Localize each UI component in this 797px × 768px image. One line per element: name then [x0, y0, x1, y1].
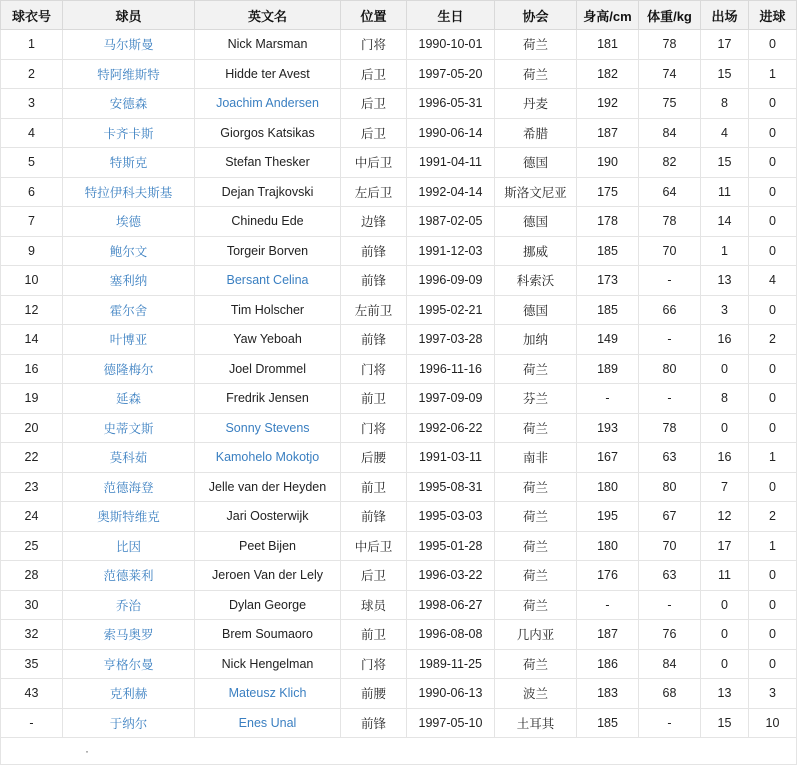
table-row [1, 236, 797, 266]
cell-appearances: 8 [701, 384, 749, 414]
table-row [1, 148, 797, 178]
cell-weight: 84 [639, 649, 701, 679]
table-row [1, 590, 797, 620]
cell-position: 前锋 [341, 708, 407, 738]
cell-association: 挪威 [495, 236, 577, 266]
cell-weight: - [639, 325, 701, 355]
cell-weight: 66 [639, 295, 701, 325]
cell-player-name-cn: 范德海登 [63, 472, 195, 502]
cell-appearances: 15 [701, 708, 749, 738]
table-row [1, 354, 797, 384]
cell-association: 荷兰 [495, 649, 577, 679]
cell-appearances: 16 [701, 325, 749, 355]
cell-goals: 1 [749, 531, 797, 561]
cell-goals: 0 [749, 561, 797, 591]
cell-association: 希腊 [495, 118, 577, 148]
table-row [1, 561, 797, 591]
cell-height: 187 [577, 620, 639, 650]
cell-goals: 0 [749, 236, 797, 266]
cell-height: 189 [577, 354, 639, 384]
cell-association: 几内亚 [495, 620, 577, 650]
table-row [1, 413, 797, 443]
cell-appearances: 0 [701, 354, 749, 384]
table-row [1, 295, 797, 325]
cell-association: 德国 [495, 148, 577, 178]
cell-position: 门将 [341, 413, 407, 443]
cell-player-name-en: Tim Holscher [195, 295, 341, 325]
cell-player-name-en: Fredrik Jensen [195, 384, 341, 414]
cell-appearances: 0 [701, 590, 749, 620]
cell-appearances: 12 [701, 502, 749, 532]
cell-appearances: 17 [701, 531, 749, 561]
cell-birthday: 1992-06-22 [407, 413, 495, 443]
column-header-english-name: 英文名 [195, 1, 341, 30]
cell-player-name-cn: 克利赫 [63, 679, 195, 709]
cell-birthday: 1996-05-31 [407, 89, 495, 119]
table-row [1, 177, 797, 207]
cell-player-name-en: Nick Hengelman [195, 649, 341, 679]
column-header-shirt-number: 球衣号 [1, 1, 63, 30]
column-header-position: 位置 [341, 1, 407, 30]
cell-player-name-cn: 奥斯特维克 [63, 502, 195, 532]
cell-player-name-en[interactable] [195, 679, 341, 709]
cell-goals: 0 [749, 649, 797, 679]
cell-birthday: 1996-09-09 [407, 266, 495, 296]
cell-weight: 70 [639, 236, 701, 266]
cell-height: 175 [577, 177, 639, 207]
cell-birthday: 1997-09-09 [407, 384, 495, 414]
table-row [1, 384, 797, 414]
cell-birthday: 1995-08-31 [407, 472, 495, 502]
cell-birthday: 1996-08-08 [407, 620, 495, 650]
cell-weight: 74 [639, 59, 701, 89]
cell-goals: 0 [749, 207, 797, 237]
cell-weight: - [639, 384, 701, 414]
cell-height: - [577, 590, 639, 620]
cell-weight: - [639, 590, 701, 620]
table-row [1, 649, 797, 679]
cell-height: 192 [577, 89, 639, 119]
cell-player-name-cn: 特阿维斯特 [63, 59, 195, 89]
cell-height: 186 [577, 649, 639, 679]
cell-association: 荷兰 [495, 413, 577, 443]
cell-association: 芬兰 [495, 384, 577, 414]
cell-player-name-cn: 霍尔舍 [63, 295, 195, 325]
cell-goals: 0 [749, 384, 797, 414]
cell-player-name-en-link[interactable]: Mateusz Klich [228, 686, 307, 701]
cell-shirt-number: 6 [1, 177, 63, 207]
cell-goals: 1 [749, 59, 797, 89]
cell-position: 前锋 [341, 236, 407, 266]
cell-appearances: 4 [701, 118, 749, 148]
cell-birthday: 1997-05-20 [407, 59, 495, 89]
cell-position: 后卫 [341, 118, 407, 148]
table-row [1, 620, 797, 650]
cell-shirt-number: 30 [1, 590, 63, 620]
cell-weight: 75 [639, 89, 701, 119]
cell-association: 土耳其 [495, 708, 577, 738]
cell-appearances: 8 [701, 89, 749, 119]
cell-appearances: 15 [701, 59, 749, 89]
table-row [1, 531, 797, 561]
cell-appearances: 16 [701, 443, 749, 473]
cell-player-name-en-link[interactable]: Joachim Andersen [216, 96, 319, 111]
column-header-goals: 进球 [749, 1, 797, 30]
cell-position: 边锋 [341, 207, 407, 237]
cell-association: 荷兰 [495, 30, 577, 60]
cell-position: 左后卫 [341, 177, 407, 207]
cell-height: 149 [577, 325, 639, 355]
cell-goals: 0 [749, 118, 797, 148]
cell-shirt-number: 32 [1, 620, 63, 650]
cell-weight: 63 [639, 443, 701, 473]
cell-birthday: 1990-06-13 [407, 679, 495, 709]
cell-shirt-number: 28 [1, 561, 63, 591]
table-row [1, 472, 797, 502]
cell-player-name-en: Yaw Yeboah [195, 325, 341, 355]
cell-weight: 68 [639, 679, 701, 709]
cell-appearances: 3 [701, 295, 749, 325]
table-row [1, 708, 797, 738]
cell-player-name-cn: 特拉伊科夫斯基 [63, 177, 195, 207]
cell-height: 176 [577, 561, 639, 591]
cell-position: 后卫 [341, 59, 407, 89]
cell-player-name-en: Nick Marsman [195, 30, 341, 60]
cell-birthday: 1992-04-14 [407, 177, 495, 207]
cell-birthday: 1998-06-27 [407, 590, 495, 620]
cell-player-name-en: Hidde ter Avest [195, 59, 341, 89]
cell-goals: 0 [749, 472, 797, 502]
table-row [1, 89, 797, 119]
cell-weight: 78 [639, 30, 701, 60]
cell-association: 南非 [495, 443, 577, 473]
cell-birthday: 1991-12-03 [407, 236, 495, 266]
cell-height: 187 [577, 118, 639, 148]
cell-player-name-en: Jeroen Van der Lely [195, 561, 341, 591]
cell-birthday: 1989-11-25 [407, 649, 495, 679]
table-footer-row [1, 738, 797, 765]
cell-player-name-en-link[interactable]: Kamohelo Mokotjo [215, 450, 320, 465]
cell-appearances: 0 [701, 413, 749, 443]
cell-shirt-number: 1 [1, 30, 63, 60]
cell-shirt-number: 14 [1, 325, 63, 355]
cell-player-name-cn: 延森 [63, 384, 195, 414]
cell-weight: 64 [639, 177, 701, 207]
cell-player-name-cn: 比因 [63, 531, 195, 561]
cell-goals: 4 [749, 266, 797, 296]
cell-player-name-cn: 鲍尔文 [63, 236, 195, 266]
cell-shirt-number: 35 [1, 649, 63, 679]
cell-shirt-number: 10 [1, 266, 63, 296]
cell-position: 后卫 [341, 89, 407, 119]
column-header-birthday: 生日 [407, 1, 495, 30]
cell-appearances: 14 [701, 207, 749, 237]
cell-height: 185 [577, 236, 639, 266]
cell-player-name-en-link[interactable]: Enes Unal [238, 715, 297, 730]
cell-association: 荷兰 [495, 354, 577, 384]
cell-player-name-cn: 亨格尔曼 [63, 649, 195, 679]
cell-player-name-cn: 塞利纳 [63, 266, 195, 296]
cell-birthday: 1995-02-21 [407, 295, 495, 325]
cell-appearances: 0 [701, 649, 749, 679]
cell-shirt-number: 7 [1, 207, 63, 237]
column-header-weight: 体重/kg [639, 1, 701, 30]
cell-player-name-en: Dejan Trajkovski [195, 177, 341, 207]
cell-shirt-number: 22 [1, 443, 63, 473]
cell-position: 后腰 [341, 443, 407, 473]
cell-position: 前锋 [341, 266, 407, 296]
cell-association: 斯洛文尼亚 [495, 177, 577, 207]
cell-position: 前锋 [341, 502, 407, 532]
cell-weight: - [639, 708, 701, 738]
table-row [1, 502, 797, 532]
cell-position: 左前卫 [341, 295, 407, 325]
cell-shirt-number: 9 [1, 236, 63, 266]
cell-player-name-en: Stefan Thesker [195, 148, 341, 178]
cell-goals: 0 [749, 354, 797, 384]
cell-shirt-number: 2 [1, 59, 63, 89]
cell-shirt-number: 5 [1, 148, 63, 178]
cell-birthday: 1997-03-28 [407, 325, 495, 355]
cell-position: 中后卫 [341, 148, 407, 178]
cell-player-name-cn: 安德森 [63, 89, 195, 119]
cell-player-name-en: Jelle van der Heyden [195, 472, 341, 502]
cell-player-name-en: Giorgos Katsikas [195, 118, 341, 148]
cell-shirt-number: 19 [1, 384, 63, 414]
cell-goals: 0 [749, 590, 797, 620]
table-row [1, 207, 797, 237]
cell-player-name-cn: 埃德 [63, 207, 195, 237]
cell-association: 加纳 [495, 325, 577, 355]
table-row [1, 30, 797, 60]
table-row [1, 59, 797, 89]
cell-player-name-en: Dylan George [195, 590, 341, 620]
cell-height: 190 [577, 148, 639, 178]
cell-height: - [577, 384, 639, 414]
cell-goals: 2 [749, 325, 797, 355]
cell-association: 科索沃 [495, 266, 577, 296]
table-row [1, 325, 797, 355]
cell-player-name-cn: 莫科茹 [63, 443, 195, 473]
cell-height: 185 [577, 295, 639, 325]
cell-association: 德国 [495, 295, 577, 325]
column-header-height: 身高/cm [577, 1, 639, 30]
cell-shirt-number: 16 [1, 354, 63, 384]
cell-weight: 80 [639, 472, 701, 502]
cell-weight: 78 [639, 207, 701, 237]
cell-position: 中后卫 [341, 531, 407, 561]
cell-appearances: 7 [701, 472, 749, 502]
cell-height: 181 [577, 30, 639, 60]
cell-player-name-cn: 马尔斯曼 [63, 30, 195, 60]
cell-weight: - [639, 266, 701, 296]
cell-shirt-number: 24 [1, 502, 63, 532]
cell-association: 荷兰 [495, 590, 577, 620]
cell-appearances: 13 [701, 679, 749, 709]
cell-shirt-number: 20 [1, 413, 63, 443]
cell-association: 德国 [495, 207, 577, 237]
cell-player-name-cn: 史蒂文斯 [63, 413, 195, 443]
cell-position: 前卫 [341, 620, 407, 650]
cell-goals: 3 [749, 679, 797, 709]
cell-birthday: 1996-11-16 [407, 354, 495, 384]
cell-association: 荷兰 [495, 59, 577, 89]
cell-player-name-cn: 索马奥罗 [63, 620, 195, 650]
cell-player-name-en: Chinedu Ede [195, 207, 341, 237]
cell-player-name-cn: 叶博亚 [63, 325, 195, 355]
cell-birthday: 1990-10-01 [407, 30, 495, 60]
cell-player-name-en: Torgeir Borven [195, 236, 341, 266]
cell-height: 180 [577, 531, 639, 561]
cell-height: 167 [577, 443, 639, 473]
cell-birthday: 1991-03-11 [407, 443, 495, 473]
cell-height: 182 [577, 59, 639, 89]
cell-shirt-number: 43 [1, 679, 63, 709]
cell-shirt-number: - [1, 708, 63, 738]
cell-shirt-number: 3 [1, 89, 63, 119]
table-row [1, 443, 797, 473]
cell-appearances: 17 [701, 30, 749, 60]
cell-height: 183 [577, 679, 639, 709]
cell-appearances: 0 [701, 620, 749, 650]
cell-player-name-en: Peet Bijen [195, 531, 341, 561]
cell-player-name-cn: 德隆梅尔 [63, 354, 195, 384]
cell-association: 荷兰 [495, 472, 577, 502]
cell-association: 荷兰 [495, 502, 577, 532]
cell-goals: 2 [749, 502, 797, 532]
table-header-row [1, 1, 797, 30]
cell-appearances: 11 [701, 561, 749, 591]
cell-shirt-number: 25 [1, 531, 63, 561]
cell-player-name-en[interactable] [195, 89, 341, 119]
cell-height: 180 [577, 472, 639, 502]
table-footer-note: · [1, 738, 797, 765]
cell-player-name-cn: 卡齐卡斯 [63, 118, 195, 148]
cell-weight: 76 [639, 620, 701, 650]
cell-player-name-cn: 于纳尔 [63, 708, 195, 738]
cell-goals: 0 [749, 30, 797, 60]
cell-player-name-en-link[interactable]: Sonny Stevens [225, 420, 310, 435]
cell-player-name-cn: 范德莱利 [63, 561, 195, 591]
cell-height: 173 [577, 266, 639, 296]
cell-appearances: 15 [701, 148, 749, 178]
cell-birthday: 1990-06-14 [407, 118, 495, 148]
cell-appearances: 13 [701, 266, 749, 296]
cell-association: 荷兰 [495, 561, 577, 591]
cell-height: 195 [577, 502, 639, 532]
cell-goals: 10 [749, 708, 797, 738]
cell-goals: 0 [749, 413, 797, 443]
cell-association: 丹麦 [495, 89, 577, 119]
cell-weight: 78 [639, 413, 701, 443]
cell-shirt-number: 4 [1, 118, 63, 148]
cell-player-name-en: Jari Oosterwijk [195, 502, 341, 532]
cell-player-name-cn: 乔治 [63, 590, 195, 620]
cell-association: 荷兰 [495, 531, 577, 561]
cell-position: 球员 [341, 590, 407, 620]
cell-goals: 0 [749, 148, 797, 178]
cell-position: 门将 [341, 649, 407, 679]
cell-association: 波兰 [495, 679, 577, 709]
cell-birthday: 1991-04-11 [407, 148, 495, 178]
cell-weight: 67 [639, 502, 701, 532]
table-row [1, 118, 797, 148]
cell-height: 193 [577, 413, 639, 443]
table-row [1, 679, 797, 709]
cell-goals: 0 [749, 620, 797, 650]
cell-position: 门将 [341, 30, 407, 60]
cell-player-name-en[interactable] [195, 413, 341, 443]
cell-position: 前腰 [341, 679, 407, 709]
cell-goals: 0 [749, 177, 797, 207]
cell-position: 前卫 [341, 472, 407, 502]
cell-player-name-en[interactable] [195, 708, 341, 738]
cell-weight: 84 [639, 118, 701, 148]
cell-player-name-cn: 特斯克 [63, 148, 195, 178]
column-header-association: 协会 [495, 1, 577, 30]
cell-birthday: 1997-05-10 [407, 708, 495, 738]
cell-position: 前锋 [341, 325, 407, 355]
cell-goals: 0 [749, 295, 797, 325]
cell-position: 门将 [341, 354, 407, 384]
cell-birthday: 1995-03-03 [407, 502, 495, 532]
cell-position: 前卫 [341, 384, 407, 414]
cell-weight: 70 [639, 531, 701, 561]
table-row [1, 266, 797, 296]
cell-birthday: 1996-03-22 [407, 561, 495, 591]
cell-weight: 82 [639, 148, 701, 178]
column-header-appearances: 出场 [701, 1, 749, 30]
cell-goals: 0 [749, 89, 797, 119]
cell-appearances: 1 [701, 236, 749, 266]
cell-player-name-en[interactable] [195, 266, 341, 296]
cell-player-name-en: Brem Soumaoro [195, 620, 341, 650]
cell-height: 185 [577, 708, 639, 738]
cell-birthday: 1987-02-05 [407, 207, 495, 237]
cell-height: 178 [577, 207, 639, 237]
cell-birthday: 1995-01-28 [407, 531, 495, 561]
cell-appearances: 11 [701, 177, 749, 207]
cell-weight: 80 [639, 354, 701, 384]
cell-player-name-en-link[interactable]: Bersant Celina [226, 273, 309, 288]
cell-player-name-en: Joel Drommel [195, 354, 341, 384]
cell-player-name-en[interactable] [195, 443, 341, 473]
cell-position: 后卫 [341, 561, 407, 591]
cell-shirt-number: 23 [1, 472, 63, 502]
column-header-player: 球员 [63, 1, 195, 30]
cell-weight: 63 [639, 561, 701, 591]
cell-shirt-number: 12 [1, 295, 63, 325]
cell-goals: 1 [749, 443, 797, 473]
